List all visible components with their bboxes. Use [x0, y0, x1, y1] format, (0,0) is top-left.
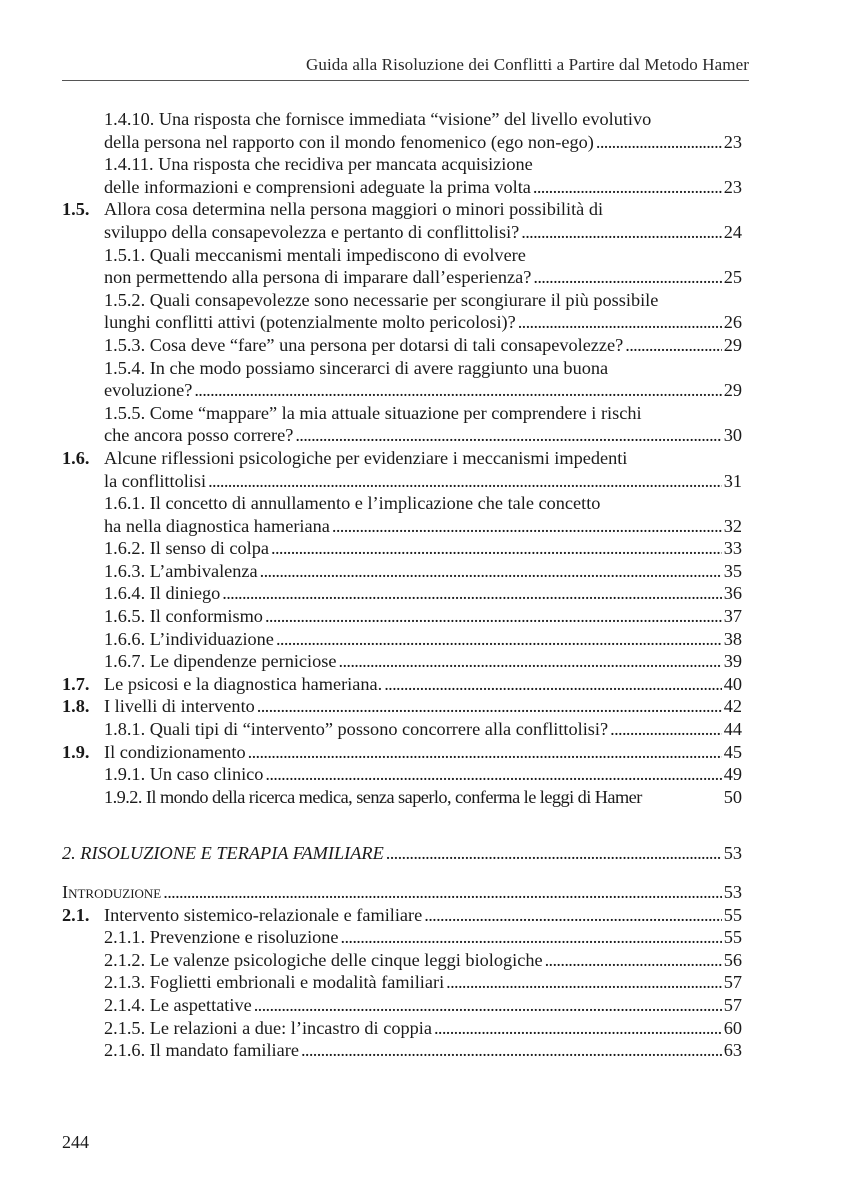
toc-page-number: 39: [723, 651, 742, 672]
toc-entry-title: Introduzione: [62, 882, 162, 902]
toc-entry-title: delle informazioni e comprensioni adeguate la prima volta: [104, 176, 531, 197]
toc-line: [62, 994, 742, 1017]
dot-leader: [424, 904, 721, 927]
toc-entry-text: [104, 470, 742, 493]
toc-line: [62, 582, 742, 605]
toc-line: [62, 470, 742, 493]
dot-leader: [533, 176, 722, 199]
table-of-contents: [62, 108, 742, 1062]
toc-line: [62, 949, 742, 972]
toc-line: [62, 357, 742, 380]
toc-entry-text: [104, 447, 742, 470]
dot-leader: [533, 266, 721, 289]
dot-leader: [276, 628, 722, 651]
toc-entry-title: ha nella diagnostica hameriana: [104, 515, 330, 536]
toc-entry-title: sviluppo della consapevolezza e pertanto di conflittolisi?: [104, 221, 520, 242]
toc-page-number: 44: [723, 719, 742, 740]
toc-line: [62, 447, 742, 470]
toc-entry-text: [104, 198, 742, 221]
dot-leader: [625, 334, 721, 357]
toc-line: [62, 741, 742, 764]
toc-line: [62, 763, 742, 786]
dot-leader: [545, 949, 722, 972]
toc-entry-text: [104, 221, 742, 244]
toc-entry-title: 1.4.11. Una risposta che recidiva per mancata acquisizione: [104, 154, 533, 175]
toc-line: [62, 334, 742, 357]
toc-entry-text: [104, 244, 742, 267]
toc-entry-text: [104, 515, 742, 538]
toc-page-number: 57: [723, 994, 742, 1015]
toc-line: [62, 424, 742, 447]
toc-entry-title: la conflittolisi: [104, 470, 207, 491]
toc-line: [62, 904, 742, 927]
toc-entry-title: I livelli di intervento: [104, 696, 255, 717]
toc-entry-text: [104, 628, 742, 651]
toc-section-number: 1.7.: [62, 673, 90, 694]
toc-entry-text: [104, 153, 742, 176]
toc-entry-text: [104, 718, 742, 741]
dot-leader: [248, 741, 722, 764]
toc-entry-text: [104, 786, 742, 809]
toc-line: [62, 289, 742, 312]
toc-entry-title: 2.1.4. Le aspettative: [104, 994, 252, 1015]
toc-entry-title: 1.6.7. Le dipendenze perniciose: [104, 651, 337, 672]
toc-entry-text: [104, 904, 742, 927]
toc-entry-text: [104, 582, 742, 605]
toc-line: [62, 198, 742, 221]
toc-line: [62, 650, 742, 673]
dot-leader: [332, 515, 722, 538]
dot-leader: [339, 650, 722, 673]
toc-page-number: 57: [723, 972, 742, 993]
toc-entry-text: [104, 402, 742, 425]
toc-page-number: 23: [723, 131, 742, 152]
toc-entry-title: 2.1.2. Le valenze psicologiche delle cinque leggi biologiche: [104, 949, 543, 970]
dot-leader: [434, 1017, 722, 1040]
toc-entry-title: evoluzione?: [104, 380, 193, 401]
toc-entry-text: [104, 537, 742, 560]
toc-line: [62, 153, 742, 176]
toc-entry-title: 1.6.3. L’ambivalenza: [104, 560, 258, 581]
toc-page-number: 63: [723, 1040, 742, 1061]
toc-line: [62, 926, 742, 949]
toc-entry-title: 1.5.3. Cosa deve “fare” una persona per dotarsi di tali consapevolezze?: [104, 334, 624, 355]
toc-line: [62, 492, 742, 515]
toc-entry-text: [104, 926, 742, 949]
toc-line: [62, 718, 742, 741]
dot-leader: [295, 424, 721, 447]
toc-section-number: 1.8.: [62, 696, 90, 717]
toc-line: [62, 971, 742, 994]
dot-leader: [301, 1039, 722, 1062]
dot-leader: [271, 537, 722, 560]
toc-entry-title: 1.9.1. Un caso clinico: [104, 764, 264, 785]
toc-section-number: 1.6.: [62, 447, 90, 468]
toc-entry-text: [104, 176, 742, 199]
toc-section-number: 1.9.: [62, 741, 90, 762]
dot-leader: [260, 560, 722, 583]
toc-entry-title: Intervento sistemico-relazionale e familiare: [104, 904, 423, 925]
toc-page-number: 32: [723, 515, 742, 536]
toc-entry-text: [104, 605, 742, 628]
toc-line: [62, 673, 742, 696]
toc-line: [62, 1039, 742, 1062]
toc-page-number: 45: [723, 741, 742, 762]
toc-entry-title: 1.6.2. Il senso di colpa: [104, 538, 270, 559]
toc-entry-text: [104, 266, 742, 289]
toc-page-number: 53: [723, 843, 742, 864]
toc-entry-title: non permettendo alla persona di imparare dall’esperienza?: [104, 267, 532, 288]
toc-line: [62, 176, 742, 199]
toc-line: [62, 131, 742, 154]
toc-page-number: 38: [723, 628, 742, 649]
toc-line: [62, 537, 742, 560]
dot-leader: [194, 379, 721, 402]
page-number: 244: [62, 1132, 89, 1152]
toc-line: [62, 402, 742, 425]
toc-page-number: 37: [723, 606, 742, 627]
toc-line: [62, 560, 742, 583]
toc-entry-title: 1.5.4. In che modo possiamo sincerarci di avere raggiunto una buona: [104, 357, 609, 378]
dot-leader: [521, 221, 721, 244]
toc-entry-title: 1.6.5. Il conformismo: [104, 606, 263, 627]
toc-entry-title: 2.1.5. Le relazioni a due: l’incastro di coppia: [104, 1017, 432, 1038]
toc-entry-text: [104, 1017, 742, 1040]
chapter-entry: [62, 842, 742, 865]
toc-entry-title: 1.5.2. Quali consapevolezze sono necessarie per scongiurare il più possibile: [104, 289, 659, 310]
chapter-title: 2. RISOLUZIONE E TERAPIA FAMILIARE: [62, 843, 384, 864]
toc-page-number: 50: [723, 786, 742, 807]
dot-leader: [265, 605, 722, 628]
toc-entry-text: [104, 379, 742, 402]
toc-entry-title: Il condizionamento: [104, 741, 246, 762]
toc-entry-text: [104, 108, 742, 131]
dot-leader: [341, 926, 722, 949]
dot-leader: [163, 881, 721, 904]
toc-entry-text: [62, 881, 742, 904]
dot-leader: [222, 582, 721, 605]
toc-entry-text: [104, 673, 742, 696]
toc-line: [62, 881, 742, 904]
toc-page-number: 55: [723, 904, 742, 925]
toc-line: [62, 786, 742, 809]
toc-entry-text: [104, 763, 742, 786]
toc-entry-text: [104, 424, 742, 447]
dot-leader: [257, 695, 722, 718]
toc-entry-text: [104, 741, 742, 764]
toc-entry-title: 1.4.10. Una risposta che fornisce immediata “visione” del livello evolutivo: [104, 109, 652, 129]
toc-page-number: 40: [723, 673, 742, 694]
toc-entry-text: [104, 650, 742, 673]
dot-leader: [386, 842, 722, 865]
toc-line: [62, 108, 742, 131]
toc-page-number: 23: [723, 176, 742, 197]
chapter-heading: [62, 842, 742, 865]
dot-leader: [265, 763, 721, 786]
toc-entry-text: [104, 311, 742, 334]
toc-line: [62, 695, 742, 718]
toc-entry-text: [104, 949, 742, 972]
toc-entry-title: Le psicosi e la diagnostica hameriana.: [104, 673, 383, 694]
toc-entry-title: Alcune riflessioni psicologiche per evidenziare i meccanismi impedenti: [104, 447, 628, 468]
toc-line: [62, 1017, 742, 1040]
toc-line: [62, 311, 742, 334]
dot-leader: [254, 994, 722, 1017]
toc-entry-text: [104, 695, 742, 718]
toc-entry-text: [104, 971, 742, 994]
toc-page-number: 29: [723, 334, 742, 355]
toc-entry-text: [104, 1039, 742, 1062]
dot-leader: [610, 718, 722, 741]
toc-line: [62, 605, 742, 628]
toc-page-number: 53: [723, 882, 742, 902]
toc-entry-title: 1.5.1. Quali meccanismi mentali impediscono di evolvere: [104, 244, 526, 265]
toc-entry-title: che ancora posso correre?: [104, 425, 294, 446]
toc-page-number: 42: [723, 696, 742, 717]
running-head: Guida alla Risoluzione dei Conflitti a Partire dal Metodo Hamer: [306, 55, 749, 74]
toc-page-number: 26: [723, 312, 742, 333]
toc-page-number: 36: [723, 583, 742, 604]
header-rule: [62, 80, 749, 81]
toc-page-number: 35: [723, 560, 742, 581]
toc-page-number: 29: [723, 380, 742, 401]
toc-page-number: 25: [723, 267, 742, 288]
dot-leader: [446, 971, 722, 994]
dot-leader: [518, 311, 722, 334]
toc-section-number: 1.5.: [62, 199, 90, 220]
toc-line: [62, 244, 742, 267]
toc-page-number: 56: [723, 949, 742, 970]
toc-entry-text: [104, 560, 742, 583]
toc-entry-title: della persona nel rapporto con il mondo fenomenico (ego non-ego): [104, 131, 594, 152]
toc-page-number: 30: [723, 425, 742, 446]
toc-entry-title: Allora cosa determina nella persona maggiori o minori possibilità di: [104, 199, 604, 220]
toc-page-number: 60: [723, 1017, 742, 1038]
toc-entry-title: lunghi conflitti attivi (potenzialmente molto pericolosi)?: [104, 312, 516, 333]
toc-line: [62, 221, 742, 244]
toc-entry-text: [104, 289, 742, 312]
toc-entry-text: [104, 994, 742, 1017]
toc-entry-title: 1.6.1. Il concetto di annullamento e l’implicazione che tale concetto: [104, 493, 601, 514]
toc-section-number: 2.1.: [62, 904, 90, 925]
toc-line: [62, 266, 742, 289]
toc-line: [62, 515, 742, 538]
toc-entry-title: 2.1.3. Foglietti embrionali e modalità familiari: [104, 972, 445, 993]
toc-page-number: 33: [723, 538, 742, 559]
toc-entry-title: 2.1.6. Il mandato familiare: [104, 1040, 299, 1061]
toc-page-number: 24: [723, 221, 742, 242]
toc-entry-text: [104, 492, 742, 515]
toc-page-number: 55: [723, 927, 742, 948]
dot-leader: [384, 673, 722, 696]
dot-leader: [208, 470, 722, 493]
toc-page-number: 49: [723, 764, 742, 785]
dot-leader: [596, 131, 722, 154]
toc-entry-title: 1.5.5. Come “mappare” la mia attuale situazione per comprendere i rischi: [104, 402, 642, 423]
toc-entry-title: 1.6.6. L’individuazione: [104, 628, 274, 649]
toc-line: [62, 379, 742, 402]
toc-entry-text: [104, 357, 742, 380]
toc-entry-title: 1.6.4. Il diniego: [104, 583, 221, 604]
toc-entry-title: 2.1.1. Prevenzione e risoluzione: [104, 927, 339, 948]
toc-entry-text: [104, 334, 742, 357]
toc-entry-title: 1.9.2. Il mondo della ricerca medica, senza saperlo, conferma le leggi di Hamer: [104, 786, 642, 807]
toc-entry-text: [104, 131, 742, 154]
toc-line: [62, 628, 742, 651]
toc-entry-title: 1.8.1. Quali tipi di “intervento” possono concorrere alla conflittolisi?: [104, 719, 609, 740]
toc-page-number: 31: [723, 470, 742, 491]
